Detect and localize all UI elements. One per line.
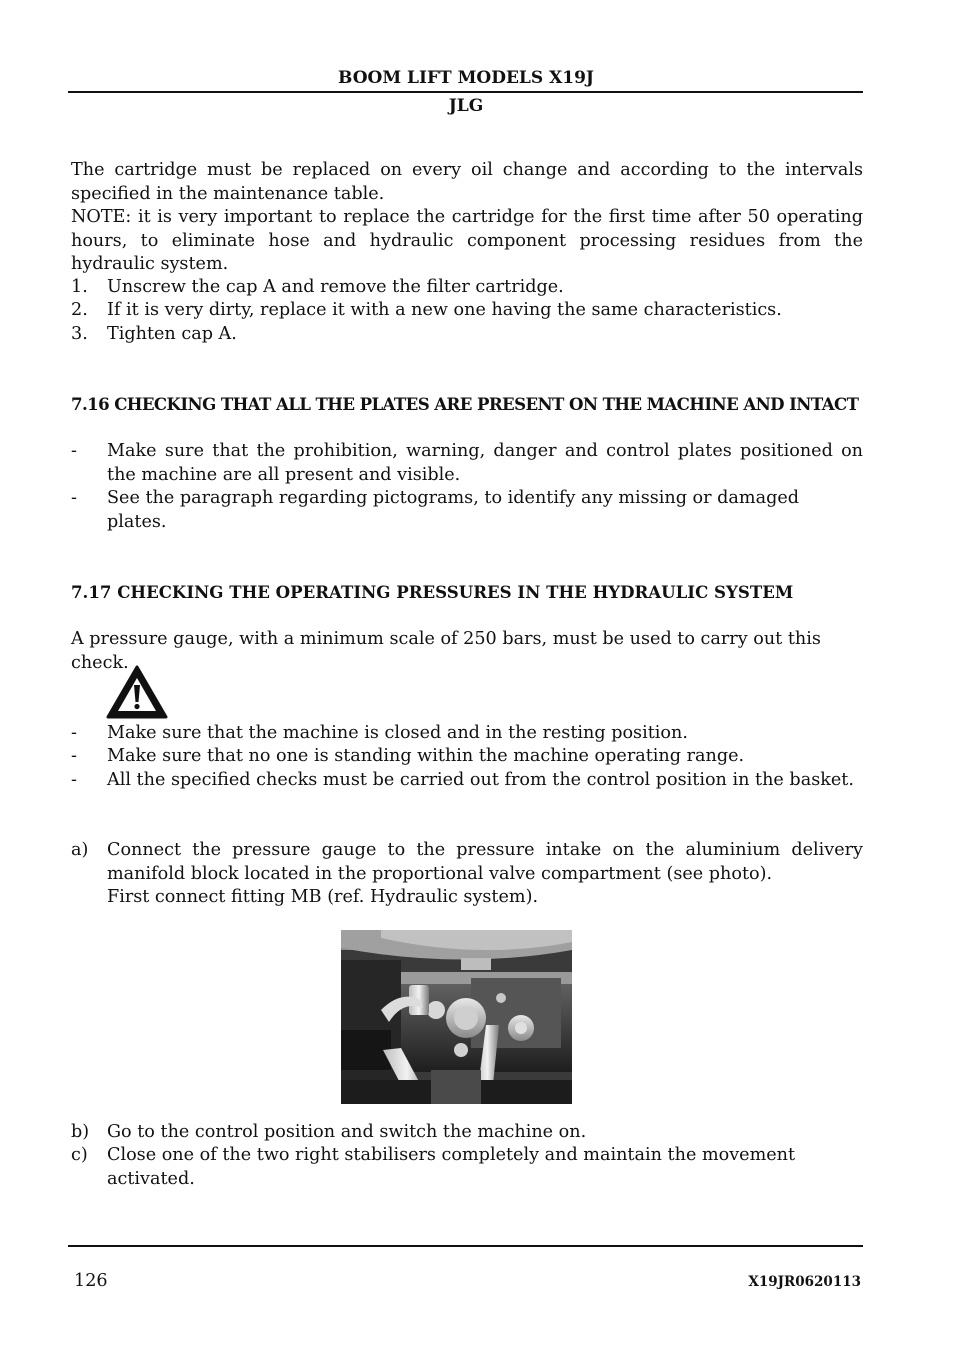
note-paragraph: NOTE: it is very important to replace the cartridge for the first time after 50 operating hours, to eliminate hose and hydraulic component processing residues from the hydraulic system.: [71, 207, 863, 274]
plates-bullet-1: Make sure that the prohibition, warning, danger and control plates positioned on the machine are all present and visible.: [107, 441, 863, 485]
pressure-gauge-intro: A pressure gauge, with a minimum scale of 250 bars, must be used to carry out this check.: [71, 629, 821, 673]
header-title: BOOM LIFT MODELS X19J: [338, 68, 594, 88]
bullet-marker: -: [71, 746, 77, 766]
footer-rule: [68, 1245, 863, 1247]
step-b-text: Go to the control position and switch the machine on.: [107, 1122, 587, 1142]
section-717-heading: 7.17 CHECKING THE OPERATING PRESSURES IN THE HYDRAULIC SYSTEM: [71, 582, 794, 602]
header-brand: JLG: [448, 96, 484, 116]
bullet-marker: -: [71, 488, 77, 508]
section-716-heading: 7.16 CHECKING THAT ALL THE PLATES ARE PRESENT ON THE MACHINE AND INTACT: [71, 394, 859, 414]
step-b-marker: b): [71, 1122, 90, 1142]
step-a-marker: a): [71, 840, 89, 860]
page-number: 126: [74, 1271, 108, 1291]
safety-bullet-3: All the specified checks must be carried out from the control position in the basket.: [107, 770, 854, 790]
header-rule: [68, 91, 863, 93]
document-code: X19JR0620113: [748, 1274, 861, 1290]
step-c-marker: c): [71, 1145, 88, 1165]
step-1-text: Unscrew the cap A and remove the filter cartridge.: [107, 277, 564, 297]
step-3-text: Tighten cap A.: [107, 324, 237, 344]
step-1-marker: 1.: [71, 277, 88, 297]
step-a-subtext: First connect fitting MB (ref. Hydraulic system).: [107, 887, 539, 907]
manifold-block-photo: [341, 930, 572, 1104]
step-2-marker: 2.: [71, 300, 88, 320]
bullet-marker: -: [71, 723, 77, 743]
bullet-marker: -: [71, 770, 77, 790]
intro-paragraph: The cartridge must be replaced on every oil change and according to the intervals specified in the maintenance table.: [71, 160, 863, 204]
safety-bullet-2: Make sure that no one is standing within the machine operating range.: [107, 746, 745, 766]
safety-bullet-1: Make sure that the machine is closed and in the resting position.: [107, 723, 688, 743]
bullet-marker: -: [71, 441, 77, 461]
warning-triangle-icon: [105, 664, 169, 720]
step-a-text: Connect the pressure gauge to the pressure intake on the aluminium delivery manifold block located in the proportional valve compartment (see photo).: [107, 840, 863, 884]
step-c-text: Close one of the two right stabilisers completely and maintain the movement activated.: [107, 1145, 796, 1189]
plates-bullet-2: See the paragraph regarding pictograms, to identify any missing or damaged plates.: [107, 488, 800, 532]
step-3-marker: 3.: [71, 324, 88, 344]
step-2-text: If it is very dirty, replace it with a new one having the same characteristics.: [107, 300, 782, 320]
